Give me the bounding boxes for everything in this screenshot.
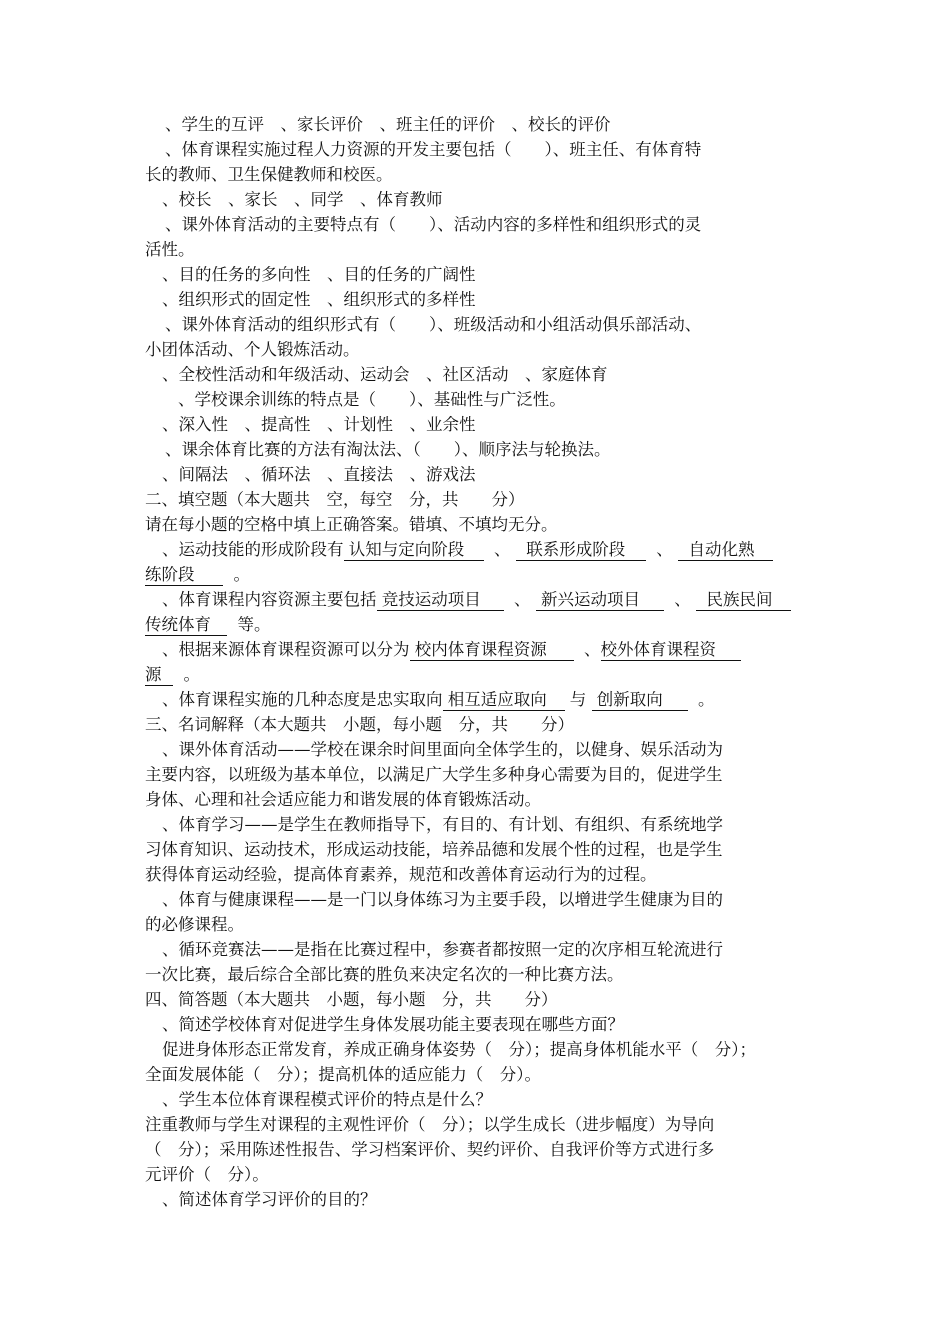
answer-blank	[678, 540, 773, 561]
answer-blank	[696, 590, 791, 611]
answer-text: 自动化熟	[688, 540, 755, 559]
question-line: 长的教师、卫生保健教师和校医。	[145, 165, 393, 184]
answer-text: 源	[145, 665, 162, 684]
question-line: 活性。	[145, 240, 195, 259]
answer-line: 全面发展体能（ 分）；提高机体的适应能力（ 分）。	[145, 1065, 541, 1084]
fill-question-1	[162, 537, 832, 562]
answer-text: 校内体育课程资源	[414, 640, 547, 659]
definition-line: 获得体育运动经验，提高体育素养，规范和改善体育运动行为的过程。	[145, 865, 657, 884]
answer-text: 联系形成阶段	[526, 540, 626, 559]
option-line: 、学生的互评 、家长评价 、班主任的评价 、校长的评价	[165, 115, 611, 134]
separator: 、	[514, 590, 531, 609]
punctuation: 等。	[237, 615, 271, 634]
fill-question-1-cont	[145, 562, 815, 587]
definition-line: 的必修课程。	[145, 915, 244, 934]
answer-blank	[516, 540, 646, 561]
answer-text: 传统体育	[145, 615, 211, 634]
answer-blank	[410, 640, 574, 661]
short-question: 、简述体育学习评价的目的？	[162, 1190, 377, 1209]
answer-text: 相互适应取向	[447, 690, 547, 709]
option-line: 、间隔法 、循环法 、直接法 、游戏法	[162, 465, 476, 484]
question-text: 、体育课程内容资源主要包括	[162, 590, 377, 609]
definition-line: 身体、心理和社会适应能力和谐发展的体育锻炼活动。	[145, 790, 541, 809]
instruction-line: 请在每小题的空格中填上正确答案。错填、不填均无分。	[145, 515, 558, 534]
answer-line: 注重教师与学生对课程的主观性评价（ 分）；以学生成长（进步幅度）为导向	[145, 1115, 715, 1134]
section-heading: 三、名词解释（本大题共 小题，每小题 分，共 分）	[145, 715, 574, 734]
option-line: 、组织形式的固定性 、组织形式的多样性	[162, 290, 476, 309]
question-line: 、课余体育比赛的方法有淘汰法、（ ）、顺序法与轮换法。	[165, 440, 611, 459]
question-line: 、体育课程实施过程人力资源的开发主要包括（ ）、班主任、有体育特	[165, 140, 702, 159]
definition-line: 、课外体育活动——学校在课余时间里面向全体学生的，以健身、娱乐活动为	[162, 740, 723, 759]
answer-blank	[443, 690, 565, 711]
answer-blank	[592, 690, 688, 711]
option-line: 、深入性 、提高性 、计划性 、业余性	[162, 415, 476, 434]
question-text: 、体育课程实施的几种态度是忠实取向	[162, 690, 443, 709]
option-line: 、全校性活动和年级活动、运动会 、社区活动 、家庭体育	[162, 365, 608, 384]
answer-text: 创新取向	[596, 690, 663, 709]
answer-blank	[145, 615, 227, 636]
fill-question-3-cont	[145, 662, 815, 687]
punctuation: 。	[183, 665, 200, 684]
short-question: 、简述学校体育对促进学生身体发展功能主要表现在哪些方面？	[162, 1015, 624, 1034]
definition-line: 一次比赛，最后综合全部比赛的胜负来决定名次的一种比赛方法。	[145, 965, 624, 984]
answer-blank	[377, 590, 504, 611]
definition-line: 、循环竞赛法——是指在比赛过程中，参赛者都按照一定的次序相互轮流进行	[162, 940, 723, 959]
question-line: 、学校课余训练的特点是（ ）、基础性与广泛性。	[178, 390, 566, 409]
answer-blank	[344, 540, 484, 561]
question-line: 、课外体育活动的主要特点有（ ）、活动内容的多样性和组织形式的灵	[165, 215, 702, 234]
separator: 、	[584, 640, 601, 659]
answer-line: 促进身体形态正常发育，养成正确身体姿势（ 分）；提高身体机能水平（ 分）；	[162, 1040, 756, 1059]
answer-blank	[145, 565, 223, 586]
answer-text: 校外体育课程资	[600, 640, 716, 659]
answer-text: 认知与定向阶段	[348, 540, 465, 559]
answer-text: 练阶段	[145, 565, 195, 584]
answer-text: 民族民间	[706, 590, 773, 609]
fill-question-3	[162, 637, 832, 662]
punctuation: 。	[233, 565, 250, 584]
fill-question-2	[162, 587, 832, 612]
question-line: 、课外体育活动的组织形式有（ ）、班级活动和小组活动俱乐部活动、	[165, 315, 702, 334]
fill-question-2-cont	[145, 612, 815, 637]
answer-blank	[601, 640, 741, 661]
answer-line: （ 分）；采用陈述性报告、学习档案评价、契约评价、自我评价等方式进行多	[145, 1140, 715, 1159]
definition-line: 、体育与健康课程——是一门以身体练习为主要手段，以增进学生健康为目的	[162, 890, 723, 909]
fill-question-4	[162, 687, 832, 712]
answer-text: 竞技运动项目	[381, 590, 481, 609]
punctuation: 。	[698, 690, 715, 709]
separator: 、	[656, 540, 673, 559]
answer-blank	[536, 590, 664, 611]
section-heading: 四、简答题（本大题共 小题，每小题 分，共 分）	[145, 990, 558, 1009]
answer-blank	[145, 665, 173, 686]
short-question: 、学生本位体育课程模式评价的特点是什么？	[162, 1090, 492, 1109]
question-text: 、根据来源体育课程资源可以分为	[162, 640, 410, 659]
definition-line: 习体育知识、运动技术，形成运动技能，培养品德和发展个性的过程，也是学生	[145, 840, 723, 859]
option-line: 、校长 、家长 、同学 、体育教师	[162, 190, 443, 209]
definition-line: 主要内容，以班级为基本单位，以满足广大学生多种身心需要为目的，促进学生	[145, 765, 723, 784]
answer-text: 新兴运动项目	[541, 590, 640, 609]
option-line: 、目的任务的多向性 、目的任务的广阔性	[162, 265, 476, 284]
section-heading: 二、填空题（本大题共 空，每空 分，共 分）	[145, 490, 525, 509]
definition-line: 、体育学习——是学生在教师指导下，有目的、有计划、有组织、有系统地学	[162, 815, 723, 834]
question-text: 、运动技能的形成阶段有	[162, 540, 344, 559]
separator: 、	[674, 590, 691, 609]
answer-line: 元评价（ 分）。	[145, 1165, 269, 1184]
question-line: 小团体活动、个人锻炼活动。	[145, 340, 360, 359]
separator: 、	[494, 540, 511, 559]
connector: 与	[569, 690, 587, 709]
